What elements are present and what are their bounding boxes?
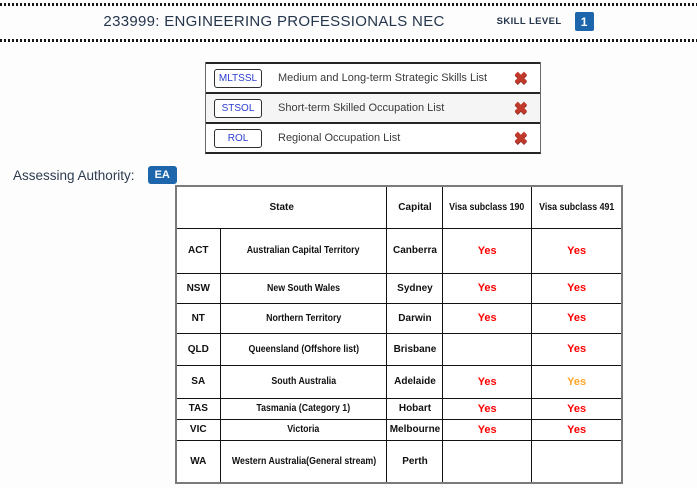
state-abbr: WA bbox=[176, 440, 220, 483]
visa-491-status: Yes bbox=[531, 365, 622, 398]
cross-icon: ✖ bbox=[513, 68, 528, 88]
visa-190-status: Yes bbox=[443, 303, 531, 333]
header-capital: Capital bbox=[387, 186, 443, 228]
visa-491-status: Yes bbox=[531, 228, 622, 273]
table-row bbox=[176, 440, 622, 483]
assessing-authority-badge[interactable]: EA bbox=[148, 166, 177, 184]
table-row bbox=[176, 273, 622, 303]
table-row bbox=[176, 419, 622, 440]
header-visa-491: Visa subclass 491 bbox=[531, 186, 622, 228]
state-capital: Melbourne bbox=[387, 419, 443, 440]
list-row-mltssl bbox=[206, 62, 540, 92]
list-label: Short-term Skilled Occupation List bbox=[278, 102, 445, 114]
assessing-authority bbox=[13, 166, 177, 184]
state-capital: Perth bbox=[387, 440, 443, 483]
visa-190-status bbox=[443, 440, 531, 483]
table-header-row bbox=[176, 186, 622, 228]
state-name: South Australia bbox=[220, 365, 387, 398]
state-abbr: ACT bbox=[176, 228, 220, 273]
state-name: New South Wales bbox=[220, 273, 387, 303]
state-abbr: QLD bbox=[176, 333, 220, 365]
list-row-rol bbox=[206, 122, 540, 152]
visa-491-status: Yes bbox=[531, 303, 622, 333]
visa-190-status: Yes bbox=[443, 419, 531, 440]
table-row bbox=[176, 365, 622, 398]
state-abbr: NT bbox=[176, 303, 220, 333]
list-label: Medium and Long-term Strategic Skills List bbox=[278, 72, 488, 84]
page-title: 233999: ENGINEERING PROFESSIONALS NEC bbox=[103, 13, 445, 30]
header-dotted-border-bottom bbox=[0, 39, 697, 42]
table-row bbox=[176, 228, 622, 273]
visa-190-status: Yes bbox=[443, 365, 531, 398]
state-name: Western Australia(General stream) bbox=[220, 440, 387, 483]
visa-491-status: Yes bbox=[531, 273, 622, 303]
state-capital: Brisbane bbox=[387, 333, 443, 365]
state-capital: Hobart bbox=[387, 398, 443, 419]
state-capital: Adelaide bbox=[387, 365, 443, 398]
list-row-stsol bbox=[206, 92, 540, 122]
visa-491-status: Yes bbox=[531, 419, 622, 440]
skill-level-badge: 1 bbox=[575, 12, 594, 31]
state-name: Queensland (Offshore list) bbox=[220, 333, 387, 365]
state-name: Tasmania (Category 1) bbox=[220, 398, 387, 419]
rol-code-button[interactable]: ROL bbox=[214, 129, 262, 148]
visa-190-status bbox=[443, 333, 531, 365]
table-row bbox=[176, 303, 622, 333]
list-label: Regional Occupation List bbox=[278, 132, 401, 144]
header-state: State bbox=[176, 186, 387, 228]
table-row bbox=[176, 398, 622, 419]
visa-190-status: Yes bbox=[443, 273, 531, 303]
visa-190-status: Yes bbox=[443, 228, 531, 273]
header-visa-190: Visa subclass 190 bbox=[443, 186, 531, 228]
visa-491-status: Yes bbox=[531, 398, 622, 419]
state-abbr: NSW bbox=[176, 273, 220, 303]
stsol-code-button[interactable]: STSOL bbox=[214, 99, 262, 118]
visa-491-status: Yes bbox=[531, 333, 622, 365]
state-abbr: SA bbox=[176, 365, 220, 398]
state-nomination-table bbox=[175, 185, 623, 484]
mltssl-code-button[interactable]: MLTSSL bbox=[214, 69, 262, 88]
header bbox=[0, 5, 697, 38]
skill-level-label: SKILL LEVEL bbox=[496, 16, 562, 27]
state-capital: Darwin bbox=[387, 303, 443, 333]
visa-190-status: Yes bbox=[443, 398, 531, 419]
cross-icon: ✖ bbox=[513, 128, 528, 148]
state-capital: Canberra bbox=[387, 228, 443, 273]
state-name: Australian Capital Territory bbox=[220, 228, 387, 273]
state-abbr: VIC bbox=[176, 419, 220, 440]
occupation-lists-box bbox=[205, 62, 541, 154]
assessing-authority-label: Assessing Authority: bbox=[13, 167, 135, 183]
state-name: Northern Territory bbox=[220, 303, 387, 333]
cross-icon: ✖ bbox=[513, 98, 528, 118]
state-abbr: TAS bbox=[176, 398, 220, 419]
visa-491-status bbox=[531, 440, 622, 483]
state-name: Victoria bbox=[220, 419, 387, 440]
state-capital: Sydney bbox=[387, 273, 443, 303]
table-row bbox=[176, 333, 622, 365]
